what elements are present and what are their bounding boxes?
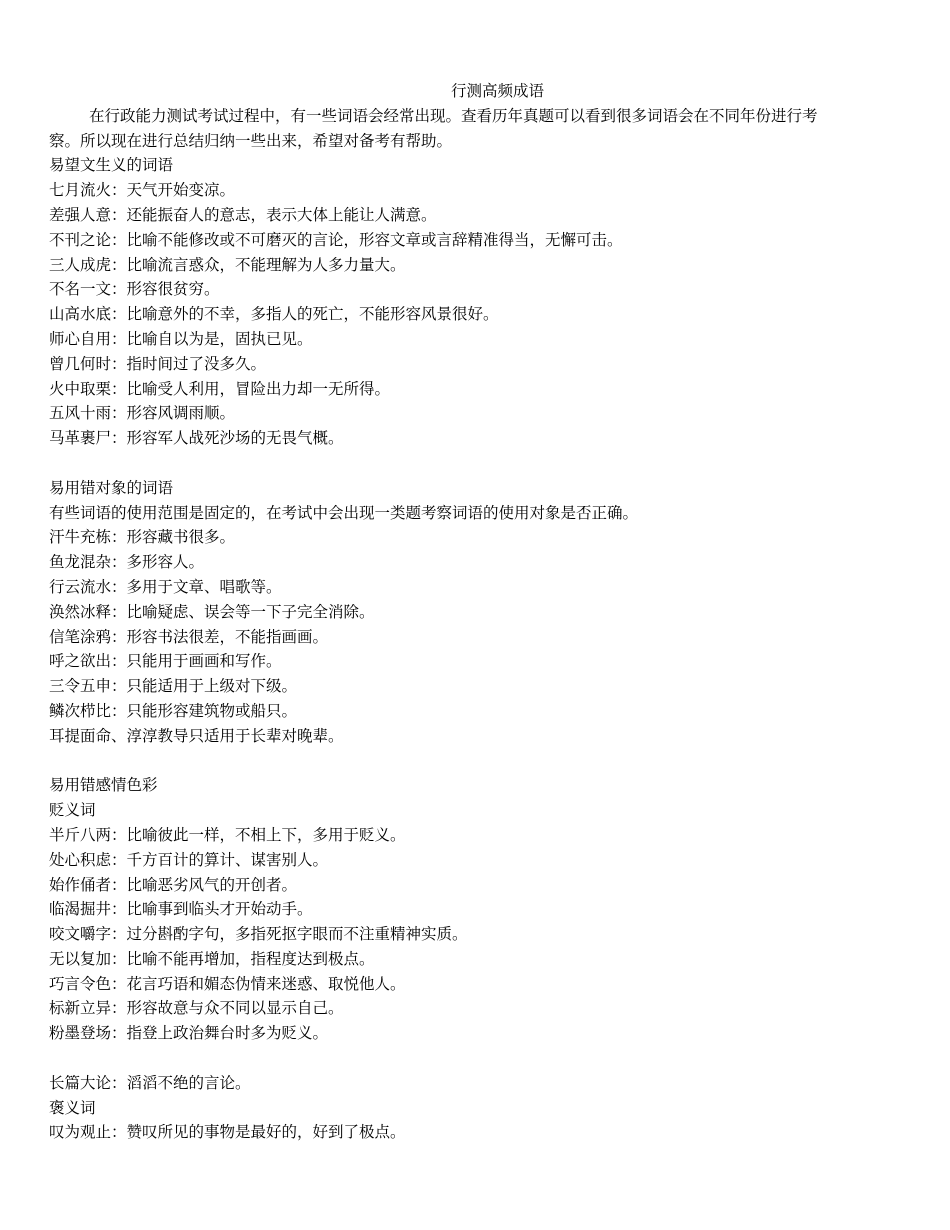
idiom-entry: 差强人意：还能振奋人的意志，表示大体上能让人满意。	[49, 205, 437, 224]
idiom-entry: 耳提面命、淳淳教导只适用于长辈对晚辈。	[49, 726, 344, 745]
idiom-entry: 始作俑者：比喻恶劣风气的开创者。	[49, 875, 298, 894]
idiom-entry: 七月流火：天气开始变凉。	[49, 181, 236, 200]
idiom-entry: 标新立异：形容故意与众不同以显示自己。	[49, 999, 344, 1018]
idiom-entry: 山高水底：比喻意外的不幸，多指人的死亡，不能形容风景很好。	[49, 305, 499, 324]
idiom-entry: 长篇大论：滔滔不绝的言论。	[49, 1073, 251, 1092]
idiom-entry: 五风十雨：形容风调雨顺。	[49, 404, 236, 423]
page-title: 行测高频成语	[450, 82, 544, 100]
idiom-entry: 不刊之论：比喻不能修改或不可磨灭的言论，形容文章或言辞精准得当，无懈可击。	[49, 230, 623, 249]
idiom-entry: 临渴掘井：比喻事到临头才开始动手。	[49, 900, 313, 919]
section-heading: 易用错对象的词语	[49, 478, 174, 497]
idiom-entry: 巧言令色：花言巧语和媚态伪情来迷惑、取悦他人。	[49, 974, 406, 993]
idiom-entry: 不名一文：形容很贫穷。	[49, 280, 220, 299]
subsection-heading: 贬义词	[49, 801, 96, 820]
idiom-entry: 鳞次栉比：只能形容建筑物或船只。	[49, 701, 298, 720]
intro-paragraph: 在行政能力测试考试过程中，有一些词语会经常出现。查看历年真题可以看到很多词语会在不同年份进行考察。所以现在进行总结归纳一些出来，希望对备考有帮助。	[49, 106, 818, 150]
idiom-entry: 半斤八两：比喻彼此一样，不相上下，多用于贬义。	[49, 825, 406, 844]
idiom-entry: 信笔涂鸦：形容书法很差，不能指画画。	[49, 627, 329, 646]
idiom-entry: 三人成虎：比喻流言惑众，不能理解为人多力量大。	[49, 255, 406, 274]
idiom-entry: 师心自用：比喻自以为是，固执已见。	[49, 329, 313, 348]
section-heading: 易用错感情色彩	[49, 776, 158, 795]
idiom-entry: 曾几何时：指时间过了没多久。	[49, 354, 267, 373]
document-page	[49, 79, 909, 1145]
blank-line	[49, 749, 909, 774]
idiom-entry: 鱼龙混杂：多形容人。	[49, 553, 205, 572]
blank-line	[49, 451, 909, 476]
section-intro: 有些词语的使用范围是固定的，在考试中会出现一类题考察词语的使用对象是否正确。	[49, 503, 639, 522]
subsection-heading: 褒义词	[49, 1098, 96, 1117]
idiom-entry: 咬文嚼字：过分斟酌字句，多指死抠字眼而不注重精神实质。	[49, 925, 468, 944]
idiom-entry: 马革裹尸：形容军人战死沙场的无畏气概。	[49, 429, 344, 448]
idiom-entry: 涣然冰释：比喻疑虑、误会等一下子完全消除。	[49, 602, 375, 621]
idiom-entry: 处心积虑：千方百计的算计、谋害别人。	[49, 850, 329, 869]
section-heading: 易望文生义的词语	[49, 156, 174, 175]
idiom-entry: 粉墨登场：指登上政治舞台时多为贬义。	[49, 1024, 329, 1043]
idiom-entry: 叹为观止：赞叹所见的事物是最好的，好到了极点。	[49, 1123, 406, 1142]
idiom-entry: 火中取栗：比喻受人利用，冒险出力却一无所得。	[49, 379, 391, 398]
idiom-entry: 三令五申：只能适用于上级对下级。	[49, 677, 298, 696]
blank-line	[49, 1046, 909, 1071]
idiom-entry: 汗牛充栋：形容藏书很多。	[49, 528, 236, 547]
idiom-entry: 呼之欲出：只能用于画画和写作。	[49, 652, 282, 671]
idiom-entry: 行云流水：多用于文章、唱歌等。	[49, 577, 282, 596]
idiom-entry: 无以复加：比喻不能再增加，指程度达到极点。	[49, 949, 375, 968]
